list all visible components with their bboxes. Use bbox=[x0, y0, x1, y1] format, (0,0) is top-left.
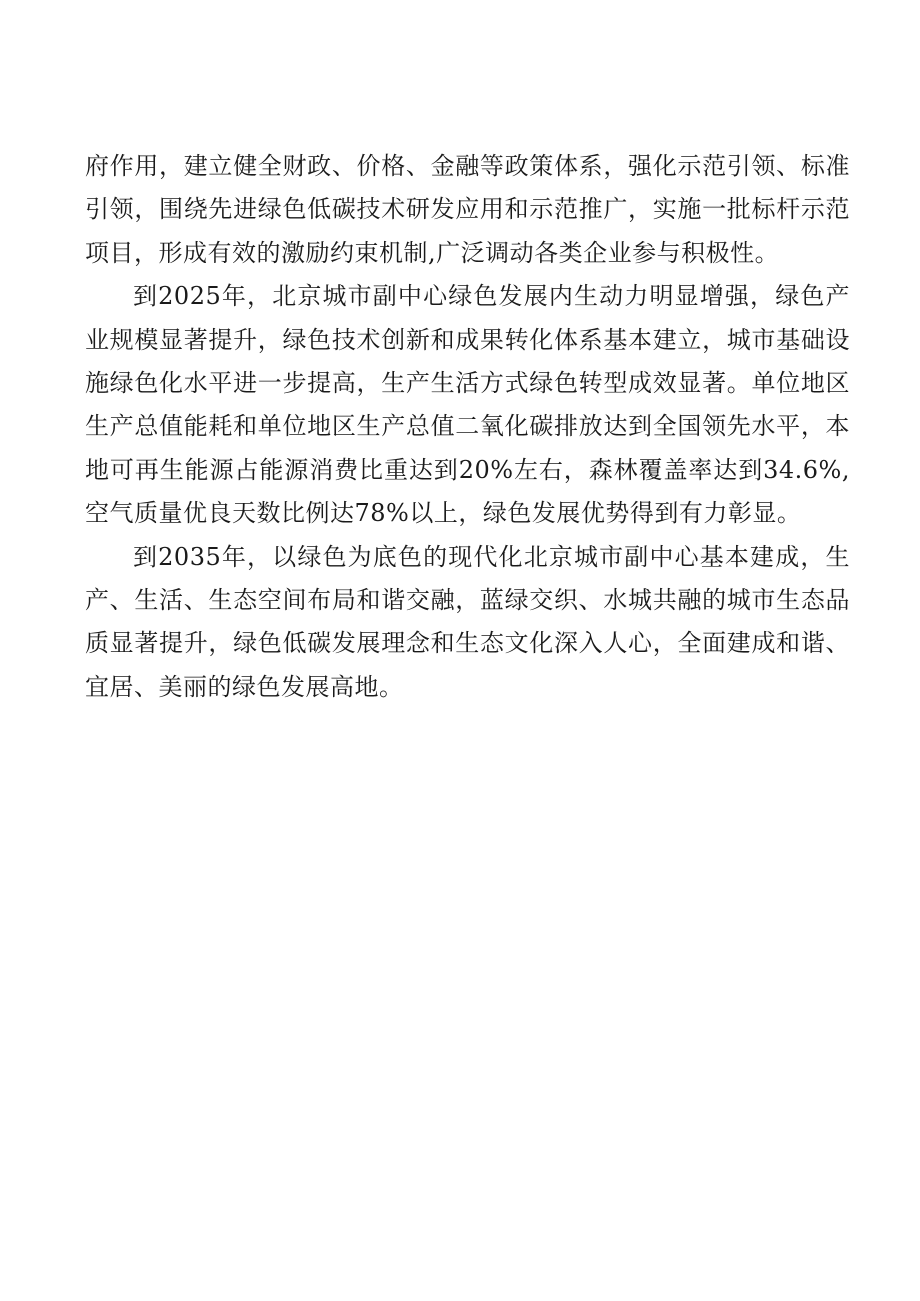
paragraph-2025-goals: 到2025年，北京城市副中心绿色发展内生动力明显增强，绿色产业规模显著提升，绿色技术创新和成果转化体系基本建立，城市基础设施绿色化水平进一步提高，生产生活方式绿色转型成效显著。单位地区生产总值能耗和单位地区生产总值二氧化碳排放达到全国领先水平，本地可再生能源占能源消费比重达到20%左右，森林覆盖率达到34.6%,空气质量优良天数比例达78%以上，绿色发展优势得到有力彰显。 bbox=[85, 282, 850, 528]
paragraph-policy-continuation: 府作用，建立健全财政、价格、金融等政策体系，强化示范引领、标准引领，围绕先进绿色低碳技术研发应用和示范推广，实施一批标杆示范项目，形成有效的激励约束机制,广泛调动各类企业参与积极性。 bbox=[85, 152, 850, 267]
document-body bbox=[85, 145, 850, 709]
paragraph-2035-goals: 到2035年，以绿色为底色的现代化北京城市副中心基本建成，生产、生活、生态空间布局和谐交融，蓝绿交织、水城共融的城市生态品质显著提升，绿色低碳发展理念和生态文化深入人心，全面建成和谐、宜居、美丽的绿色发展高地。 bbox=[85, 542, 850, 701]
